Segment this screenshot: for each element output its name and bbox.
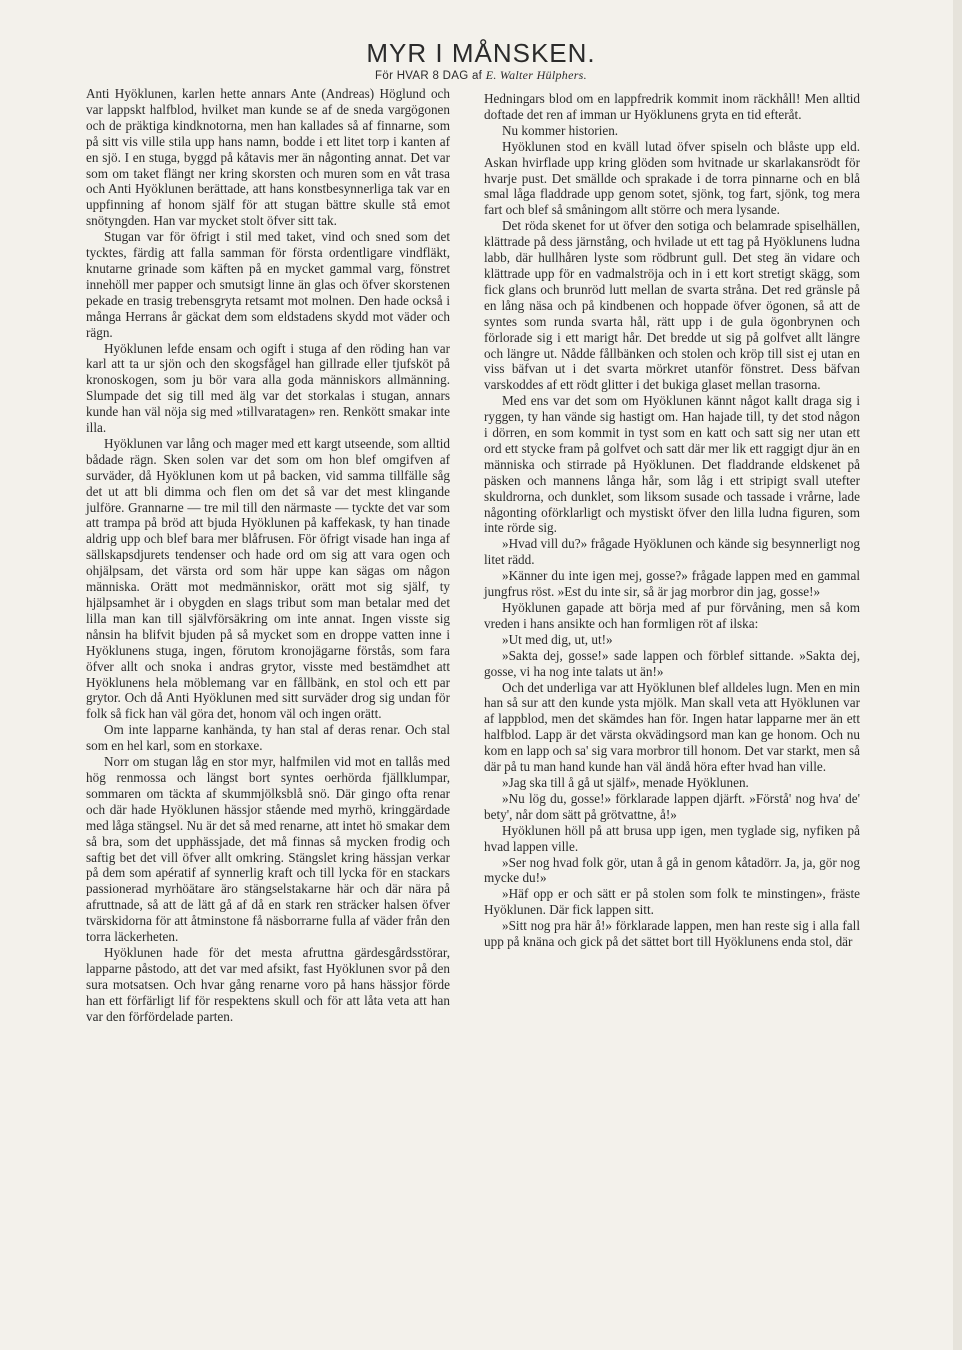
paragraph: »Nu lög du, gosse!» förklarade lappen djärft. »Förstå' nog hva' de' bety', når dom sätt på grötvattne, å!» bbox=[484, 790, 860, 822]
paragraph: »Häf opp er och sätt er på stolen som folk te minstingen», fräste Hyöklunen. Där fick lappen sitt. bbox=[484, 886, 860, 918]
paragraph: Anti Hyöklunen, karlen hette annars Ante (Andreas) Höglund och var lappskt halfblod, hvilket man kunde se af de sneda vargögonen och de präktiga kindknotorna, men han kallades så af finnarne, som på sitt vis ville stila upp hans namn, bodde i ett litet torp i kanten af en sjö. I en stuga, byggd på kåtavis mer än någonting annat. Det var som om taket flängt ner kring skorsten och muren som en våt trasa och Anti Hyöklunen berättade, att hans konstbesynnerliga tak var en uppfinning af honom själf för att stugan bättre skulle stå emot snötyngden. Han var mycket stolt öfver sitt tak. bbox=[86, 86, 450, 229]
paragraph: Hyöklunen höll på att brusa upp igen, men tyglade sig, nyfiken på hvad lappen ville. bbox=[484, 822, 860, 854]
article-title: MYR I MÅNSKEN. bbox=[366, 38, 596, 68]
paragraph: Stugan var för öfrigt i stil med taket, vind och sned som det tycktes, färdig att falla samman för första ordentligare vindfläkt, knutarne grinade som käften på en mycket gammal varg, fönstret innehöll mer papper och smutsigt linne än glas och öfver skorstenen pekade en trasig trebensgryta retsamt mot molnen. Den hade också i många Herrans år gäckat dem som eldstadens skydd mot väder och rägn. bbox=[86, 229, 450, 340]
paragraph: Och det underliga var att Hyöklunen blef alldeles lugn. Men en min han så sur att den kunde ysta mjölk. Man skall veta att Hyöklunen var af lappblod, men det skämdes han för. Ingen hatar lapparne mer än ett halfblod. Lapp är det värsta okvädingsord man kan ge honom. Och nu kom en lapp och sa' sig vara morbror till honom. Det var starkt, men så där på tu man hand kunde han väl ändå höra efter hvad han ville. bbox=[484, 679, 860, 775]
paragraph: Norr om stugan låg en stor myr, halfmilen vid mot en tallås med hög renmossa och längst bort syntes oerhörda fjällklumpar, sommaren om täckta af skummjölksblå snö. Där gingo ofta renar och där hade Hyöklunen hässjor stående med myrhö, kringgärdade med låga stängsel. Nu är det så med renarne, att intet hö smakar dem så bra, som det upphässjade, det må finnas så mycken frodig och saftig bet det vill öfver allt omkring. Stängslet kring hässjan verkar på dem som apératif af synnerlig kraft och till lycka för en stackars passionerad myrhöätare äro stängselstakarne här och där nära på afruttnade, så att de lätt gå af då en stark ren sträcker halsen öfver tvärskidorna för att åtminstone få näsborrarne fulla af väder från den torra läckerheten. bbox=[86, 754, 450, 945]
paragraph: Hyöklunen stod en kväll lutad öfver spiseln och blåste upp eld. Askan hvirflade upp kring glöden som hvitnade ur skarlakansrödt för hvarje pust. Det smällde och sprakade i de torra pinnarne och en blå smal låga fladdrade upp genom sotet, sjönk, tog fart, sjönk, tog mera fart och blef så småningom allt större och mera lysande. bbox=[484, 138, 860, 218]
paragraph: »Jag ska till å gå ut själf», menade Hyöklunen. bbox=[502, 774, 749, 790]
paragraph: Med ens var det som om Hyöklunen kännt något kallt draga sig i ryggen, ty han vände sig hastigt om. Han hajade till, ty det stod någon i dörren, en som kommit in tyst som en katt och satt sig ner utan ett ord ett stycke fram på golfvet och satt där mer lik ett raggigt djur än en människa och stirrade på Hyöklunen. Det fladdrande eldskenet på päsken och mannens långa hår, som låg i ett stripigt svall utefter skuldrorna, och dunklet, som liksom susade och tassade i vrårne, lade någonting oförklarligt och mystiskt öfver den lilla ludna figuren, som inte rörde sig. bbox=[484, 393, 860, 536]
article-byline bbox=[0, 68, 962, 83]
byline-author: E. Walter Hülphers. bbox=[485, 68, 587, 82]
paragraph: Hyöklunen hade för det mesta afruttna gärdesgårdsstörar, lapparne påstodo, att det var med afsikt, fast Hyöklunen svor på den sura motsatsen. Och hvar gång renarne voro på hans hässjor förde han ett förfärligt lif för respektens skull och för att låta veta att han var den förfördelade parten. bbox=[86, 944, 450, 1024]
page-edge bbox=[953, 0, 962, 1350]
byline-prefix: För HVAR 8 DAG af bbox=[375, 70, 483, 82]
paragraph: Hyöklunen gapade att börja med af pur förvåning, men så kom vreden i hans ansikte och han formligen röt af ilska: bbox=[484, 600, 860, 631]
paragraph: Om inte lapparne kanhända, ty han stal af deras renar. Och stal som en hel karl, som en storkaxe. bbox=[86, 722, 450, 754]
paragraph: »Känner du inte igen mej, gosse?» frågade lappen med en gammal jungfrus röst. »Est du inte sir, så är jag morbror din jag, gosse!» bbox=[484, 568, 860, 600]
paragraph: Hyöklunen lefde ensam och ogift i stuga af den röding han var karl att ta ur sjön och den skogsfågel han gillrade eller tjufsköt på kronoskogen, som ju bör vara alla goda människors allmänning. Slumpade det sig till med älg var det storkalas i stugan, annars kunde han väl nöja sig med »tillvaratagen» ren. Renkött smakar inte illa. bbox=[86, 340, 450, 436]
left-column bbox=[86, 86, 450, 1024]
paragraph: Hedningars blod om en lappfredrik kommit inom räckhåll! Men alltid doftade det ren af imman ur Hyöklunens gryta en tid efteråt. bbox=[484, 91, 860, 122]
paragraph: Det röda skenet for ut öfver den sotiga och belamrade spiselhällen, klättrade på dess järnstång, och hvilade ut ett tag på Hyöklunens ludna labb, där hullhåren lyste som rödbrunt gull. Det steg än vidare och klättrade upp för en vadmalströja och in i ett kort stretigt skägg, som fick glans och brunröd lutt mellan de svarta stråna. Det red gränsle på en lång näsa och på kindbenen och hoppade öfver ögonen, så att de syntes som runda svarta hål, rätt upp i de gula ögonbrynen och förlorade sig i ett marigt hår. Det bredde ut sig på golfvet allt längre och längre ut. Nådde fållbänken och stolen och kröp till sist ej utan en viss bäfvan ut i det svarta mörkret utanför fönstret. Dess bäfvan varskoddes af ett rödt glitter i det bukiga glaset mellan trasorna. bbox=[484, 218, 860, 393]
paragraph: Nu kommer historien. bbox=[502, 122, 619, 138]
paragraph: »Ser nog hvad folk gör, utan å gå in genom kåtadörr. Ja, ja, gör nog mycke du!» bbox=[484, 854, 860, 886]
paragraph: »Sitt nog pra här å!» förklarade lappen, men han reste sig i alla fall upp på knäna och gick på det sättet bort till Hyöklunens enda stol, där bbox=[484, 918, 860, 950]
paragraph: »Ut med dig, ut, ut!» bbox=[502, 631, 613, 647]
paragraph: Hyöklunen var lång och mager med ett kargt utseende, som alltid bådade rägn. Sken solen var det som om hon blef omgifven af surväder, då Hyöklunen kom ut på backen, vid samma tillfälle såg det ut att bli dimma och flen om det så var det mest klingande julföre. Grannarne — tre mil till den närmaste — tyckte det var som att trampa på bröd att bjuda Hyöklunen på kaffekask, ty han tinade aldrig upp och blef bara mer blåfrusen. För öfrigt visade han inga af sällskapsdjurets tendenser och hade ord om sig att vara ogen och ohjälpsam, det värsta ord som här uppe kan sägas om någon människa. Orätt mot medmänniskor, orätt mot sig själf, ty hjälpsamhet är i obygden en slags tribut som man betalar med det lilla man kan till självförsäkring om inte annat. Ingen visste sig nånsin ha blifvit bjuden på så mycket som en droppe vatten inne i Hyöklunens stuga, ingen, förutom kronojägarne förstås, som fara öfver allt och snoka i andras grytor, visste med bestämdhet att Hyöklunens hela möblemang var en fållbänk, en stol och ett par grytor. Och då Anti Hyöklunen med sitt surväder drog sig undan för folk så fick han väl göra det, honom väl och ingen orätt. bbox=[86, 435, 450, 722]
paragraph: »Hvad vill du?» frågade Hyöklunen och kände sig besynnerligt nog litet rädd. bbox=[484, 536, 860, 568]
paragraph: »Sakta dej, gosse!» sade lappen och förblef sittande. »Sakta dej, gosse, vi ha nog inte talats ut än!» bbox=[484, 647, 860, 679]
right-column bbox=[484, 91, 860, 950]
